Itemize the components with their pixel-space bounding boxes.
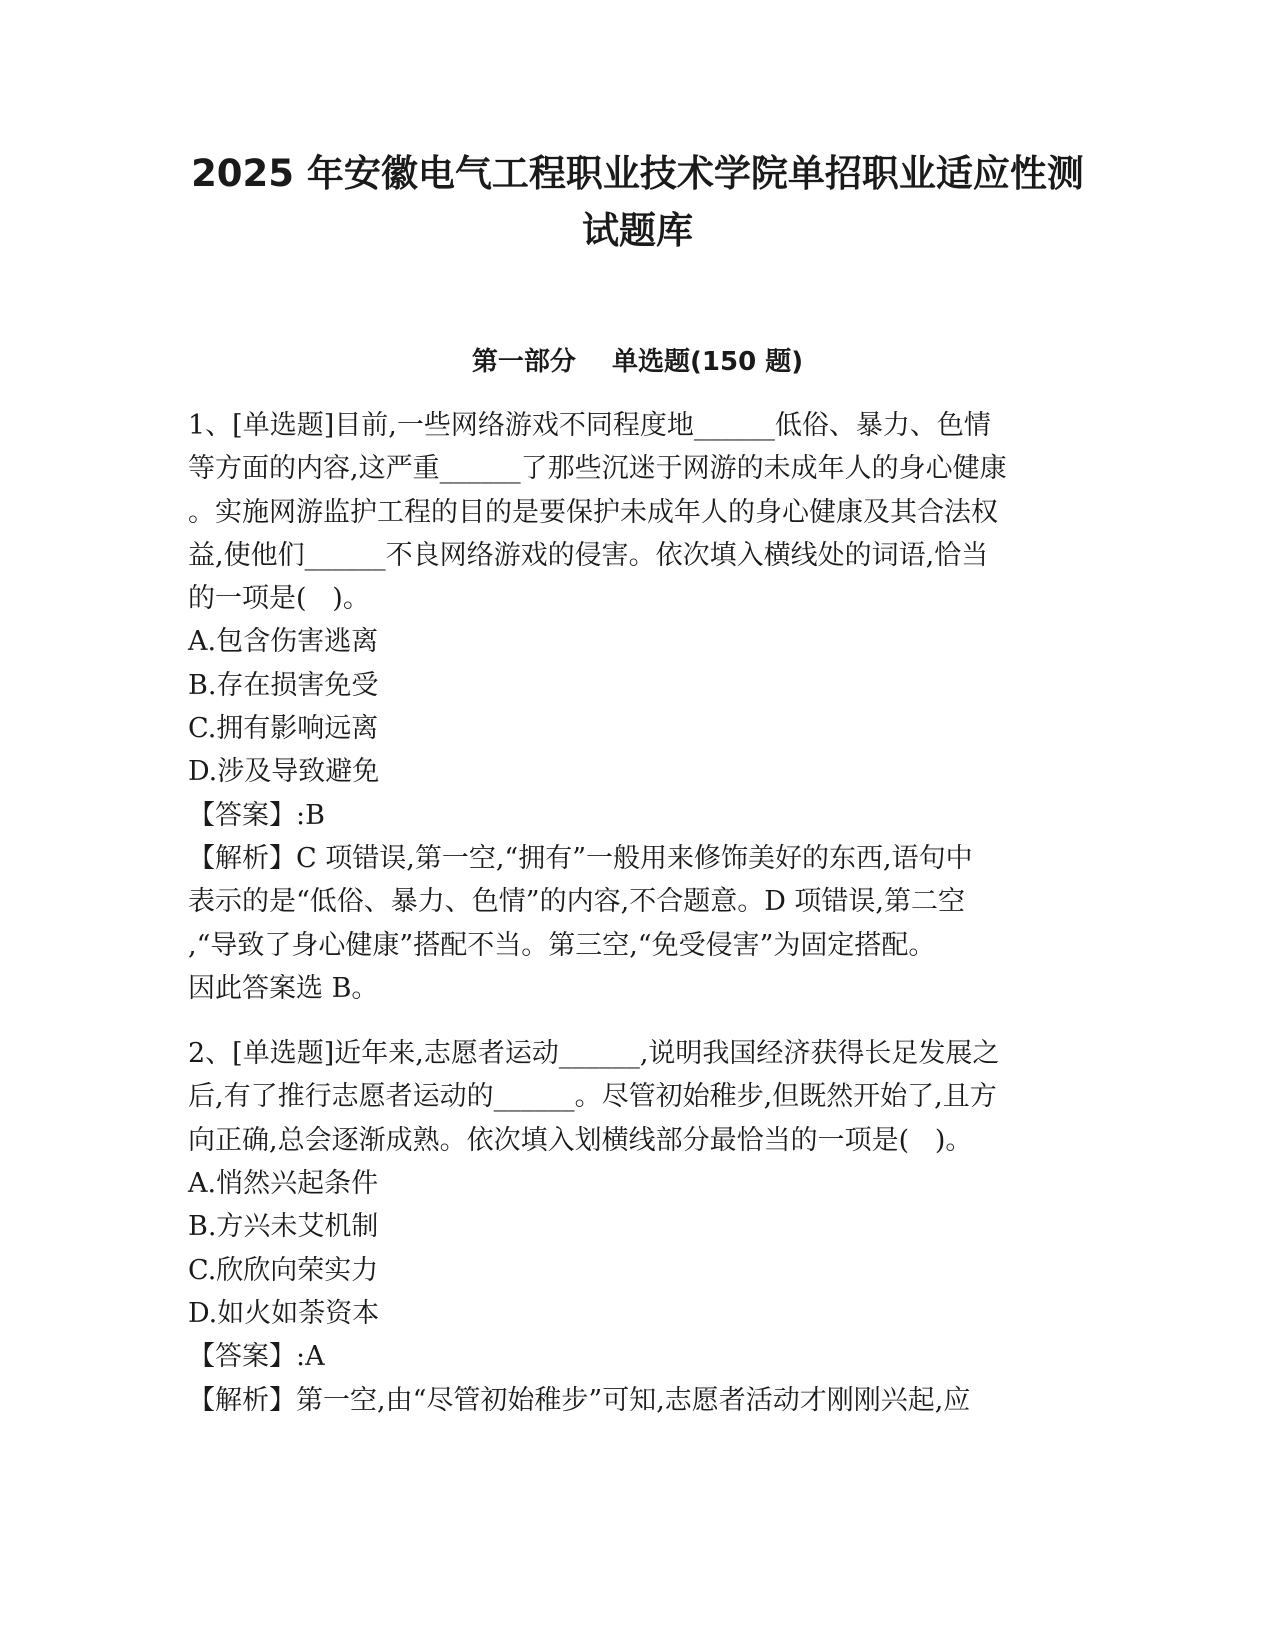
option-d: D.如火如荼资本 [188,1297,380,1329]
option-c: C.欣欣向荣实力 [188,1254,379,1286]
question-block [188,404,1088,1010]
document-title-continuation: 试题库 [582,209,693,252]
option-a: A.悄然兴起条件 [188,1168,379,1200]
option-b: B.方兴未艾机制 [188,1211,379,1243]
question-stem-line: 等方面的内容,这严重______了那些沉迷于网游的未成年人的身心健康 [188,453,1007,485]
option-c: C.拥有影响远离 [188,713,379,745]
analysis-line: 表示的是“低俗、暴力、色情”的内容,不合题意。D 项错误,第二空 [188,886,966,918]
question-stem-line: 1、[单选题]目前,一些网络游戏不同程度地______低俗、暴力、色情 [188,410,991,441]
option-b: B.存在损害免受 [188,669,379,701]
question-stem-line: 的一项是( )。 [188,583,370,615]
section-heading: 第一部分 单选题(150 题) [471,347,804,377]
analysis-line: 【解析】第一空,由“尽管初始稚步”可知,志愿者活动才刚刚兴起,应 [188,1384,971,1416]
analysis-line: 因此答案选 B。 [188,972,379,1004]
analysis-line: 【解析】C 项错误,第一空,“拥有”一般用来修饰美好的东西,语句中 [188,842,973,874]
question-stem-line: 后,有了推行志愿者运动的______。尽管初始稚步,但既然开始了,且方 [188,1081,997,1113]
question-block [188,1032,1088,1422]
answer-line: 【答案】:B [188,799,325,831]
question-stem-line: 2、[单选题]近年来,志愿者运动______,说明我国经济获得长足发展之 [188,1038,1000,1070]
option-d: D.涉及导致避免 [188,756,380,788]
option-a: A.包含伤害逃离 [188,626,379,658]
document-title: 2025 年安徽电气工程职业技术学院单招职业适应性测 [191,152,1084,195]
analysis-line: ,“导致了身心健康”搭配不当。第三空,“免受侵害”为固定搭配。 [188,929,936,961]
question-stem-line: 向正确,总会逐渐成熟。依次填入划横线部分最恰当的一项是( )。 [188,1124,973,1156]
answer-line: 【答案】:A [188,1341,325,1373]
question-list [188,404,1088,1422]
question-stem-line: 。实施网游监护工程的目的是要保护未成年人的身心健康及其合法权 [188,496,998,528]
question-stem-line: 益,使他们______不良网络游戏的侵害。依次填入横线处的词语,恰当 [188,539,989,571]
question-spacer [188,1010,1088,1032]
